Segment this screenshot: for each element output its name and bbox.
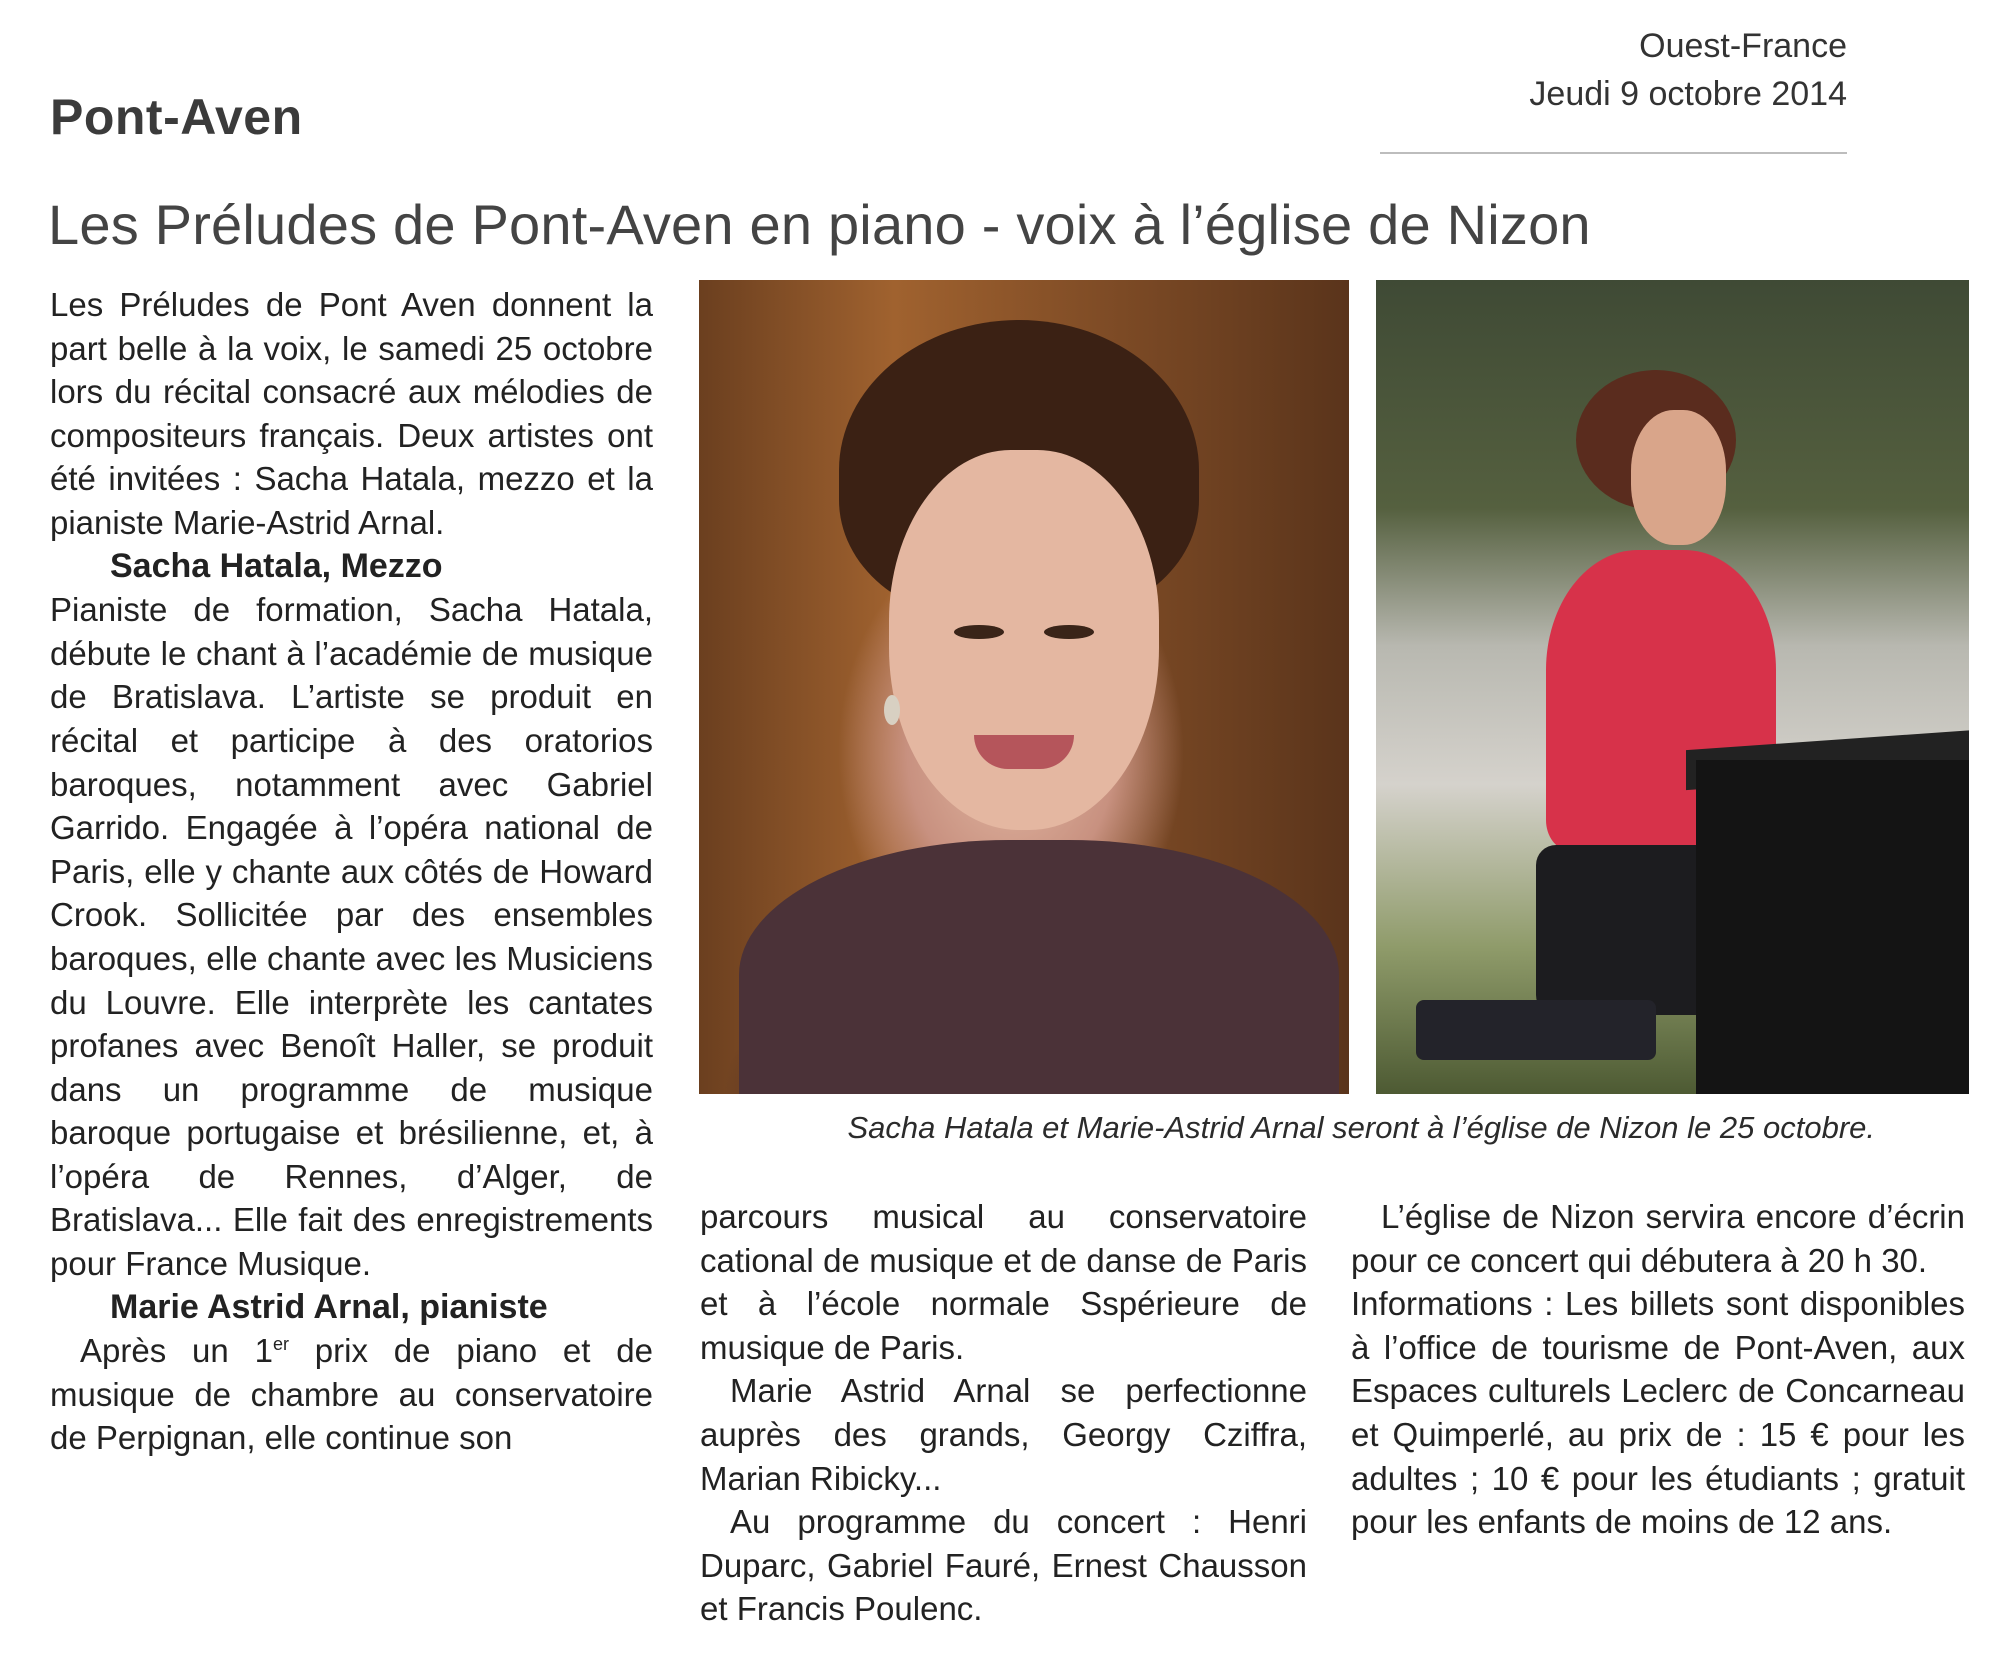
- column2-paragraph-1: parcours musical au conservatoire cational de musique et de danse de Paris et à l’école normale Sspérieure de musique de Paris.: [700, 1198, 1307, 1366]
- grand-piano: [1696, 760, 1969, 1094]
- article-column-3: [1351, 1195, 1965, 1544]
- photo-sacha-hatala: [699, 280, 1349, 1094]
- subheading-marie-astrid-arnal: Marie Astrid Arnal, pianiste: [110, 1287, 548, 1326]
- column2-paragraph-3: Au programme du concert : Henri Duparc, Gabriel Fauré, Ernest Chausson et Francis Poulenc.: [700, 1503, 1307, 1628]
- article-column-2: [700, 1195, 1307, 1631]
- publication-date: Jeudi 9 octobre 2014: [1529, 75, 1847, 113]
- section-title: Pont-Aven: [50, 89, 303, 145]
- column3-info-paragraph: Informations : Les billets sont disponibles à l’office de tourisme de Pont-Aven, aux Espaces culturels Leclerc de Concarneau et Quimperlé, au prix de : 15 € pour les adultes ; 10 € pour les étudiants ; gratuit pour les enfants de moins de 12 ans.: [1351, 1285, 1965, 1541]
- blouse-shape: [739, 840, 1339, 1094]
- face-shape: [889, 450, 1159, 830]
- bio2-start: Après un 1: [80, 1332, 273, 1370]
- superscript-er: er: [272, 1334, 289, 1355]
- article-headline: Les Préludes de Pont-Aven en piano - voix à l’église de Nizon: [48, 193, 1591, 256]
- bio2-rest: prix de piano et de musique de chambre au conservatoire de Perpignan, elle continue son: [50, 1332, 653, 1457]
- bio-paragraph-marie-astrid: [50, 1329, 653, 1460]
- subheading-sacha-hatala: Sacha Hatala, Mezzo: [110, 546, 443, 585]
- earring: [884, 695, 900, 725]
- header-divider: [1380, 152, 1847, 154]
- photo-caption: Sacha Hatala et Marie-Astrid Arnal seront à l’église de Nizon le 25 octobre.: [847, 1110, 1875, 1145]
- intro-paragraph: Les Préludes de Pont Aven donnent la part belle à la voix, le samedi 25 octobre lors du récital consacré aux mélodies de compositeurs français. Deux artistes ont été invitées : Sacha Hatala, mezzo et la pianiste Marie-Astrid Arnal.: [50, 286, 653, 541]
- newspaper-source: [1529, 22, 1847, 118]
- column2-paragraph-2: Marie Astrid Arnal se perfectionne auprès des grands, Georgy Cziffra, Marian Ribicky...: [700, 1372, 1307, 1497]
- pianist-face: [1631, 410, 1726, 545]
- article-column-1: [50, 283, 653, 1460]
- column3-paragraph-1: L’église de Nizon servira encore d’écrin pour ce concert qui débutera à 20 h 30.: [1351, 1198, 1965, 1279]
- bio-paragraph-sacha: Pianiste de formation, Sacha Hatala, débute le chant à l’académie de musique de Bratislava. L’artiste se produit en récital et participe à des oratorios baroques, notamment avec Gabriel Garrido. Engagée à l’opéra national de Paris, elle y chante aux côtés de Howard Crook. Sollicitée par des ensembles baroques, elle chante avec les Musiciens du Louvre. Elle interprète les cantates profanes avec Benoît Haller, se produit dans un programme de musique baroque portugaise et brésilienne, et, à l’opéra de Rennes, d’Alger, de Bratislava... Elle fait des enregistrements pour France Musique.: [50, 591, 653, 1283]
- piano-bench: [1416, 1000, 1656, 1060]
- eye-left: [954, 625, 1004, 639]
- newspaper-name: Ouest-France: [1639, 27, 1847, 65]
- eye-right: [1044, 625, 1094, 639]
- photo-marie-astrid-arnal: [1376, 280, 1969, 1094]
